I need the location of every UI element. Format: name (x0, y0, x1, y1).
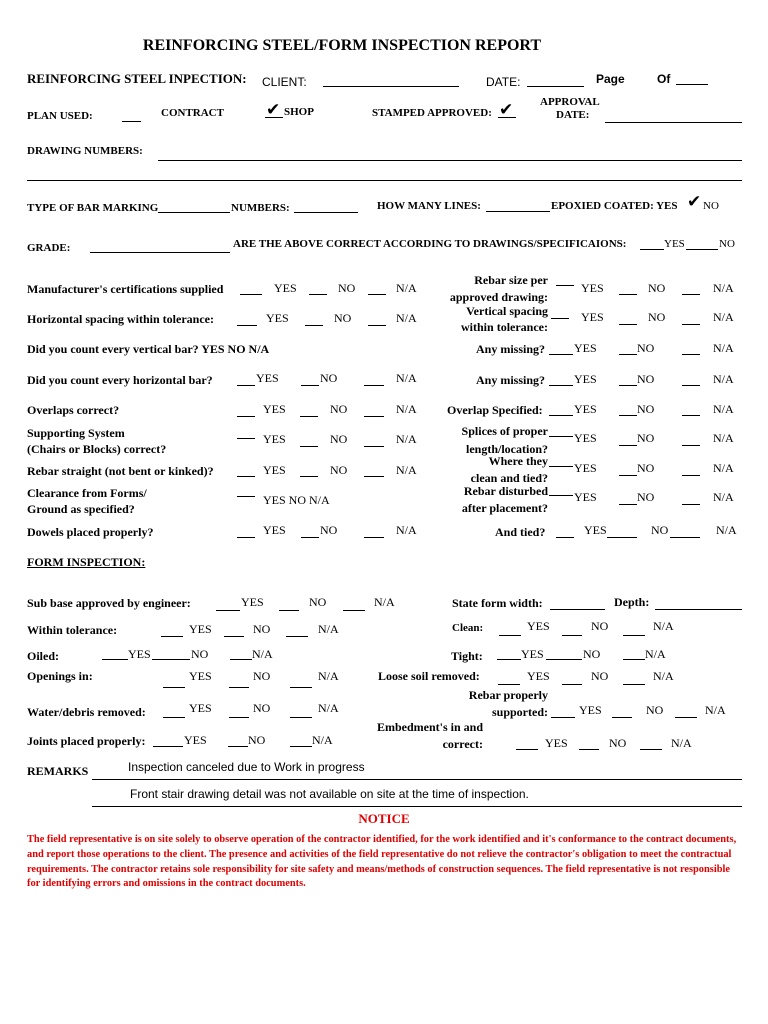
approval-date-label: DATE: (556, 109, 590, 121)
oiled-yes-blank[interactable] (102, 659, 128, 660)
q-count-horizontal-bar: Did you count every horizontal bar? (27, 373, 213, 387)
left-row9-no[interactable]: NO (320, 523, 338, 537)
joints-no[interactable]: NO (248, 733, 266, 747)
tight-label: Tight: (451, 649, 483, 663)
right-row4-yes-blank[interactable] (549, 385, 573, 386)
contract-label: CONTRACT (161, 107, 224, 119)
clean-na[interactable]: N/A (653, 619, 674, 633)
left-row9-na-blank[interactable] (364, 537, 384, 538)
left-row1-no[interactable]: NO (338, 281, 356, 295)
epoxied-no-option[interactable]: NO (703, 200, 719, 212)
joints-yes-blank[interactable] (153, 746, 183, 747)
rebar-supported-yes-blank[interactable] (551, 717, 575, 718)
notice-heading: NOTICE (358, 811, 410, 826)
oiled-no[interactable]: NO (191, 647, 209, 661)
openings-yes-blank[interactable] (163, 687, 185, 688)
left-row6-na[interactable]: N/A (396, 432, 417, 446)
left-row9-na[interactable]: N/A (396, 523, 417, 537)
q-within-tolerance: Within tolerance: (27, 623, 118, 637)
numbers-label: NUMBERS: (231, 202, 290, 214)
right-row2-no-blank[interactable] (619, 324, 637, 325)
openings-yes[interactable]: YES (189, 669, 212, 683)
right-row6-yes-blank[interactable] (549, 436, 573, 437)
clean-na-blank[interactable] (623, 635, 645, 636)
remarks-underline-1 (92, 779, 742, 780)
right-row5-no-blank[interactable] (619, 415, 637, 416)
right-row9-na[interactable]: N/A (716, 523, 737, 537)
form-inspection-heading: FORM INSPECTION: (27, 555, 146, 569)
q-splices-line2: length/location? (465, 442, 548, 456)
water-na-blank[interactable] (290, 717, 312, 718)
right-row5-yes-blank[interactable] (549, 415, 573, 416)
q-manufacturer-certifications: Manufacturer's certifications supplied (27, 282, 224, 296)
rebar-supported-yes[interactable]: YES (579, 703, 602, 717)
correct-yes-option[interactable]: YES (664, 238, 685, 250)
right-row9-yes-blank[interactable] (556, 537, 574, 538)
form-row1-yes[interactable]: YES (241, 595, 264, 609)
rebar-supported-no[interactable]: NO (646, 703, 664, 717)
q-horizontal-spacing: Horizontal spacing within tolerance: (27, 312, 214, 326)
approval-label: APPROVAL (540, 96, 600, 108)
left-row1-na-blank[interactable] (368, 294, 386, 295)
q-clean-tied-line2: clean and tied? (470, 471, 548, 485)
q-splices-line1: Splices of proper (461, 424, 548, 438)
right-row1-no[interactable]: NO (648, 281, 666, 295)
form-row2-yes-blank[interactable] (161, 636, 183, 637)
correct-question: ARE THE ABOVE CORRECT ACCORDING TO DRAWINGS/SPECIFICAIONS: (233, 238, 627, 250)
embedment-yes[interactable]: YES (545, 736, 568, 750)
left-row6-yes-blank[interactable] (237, 438, 255, 439)
right-row4-yes[interactable]: YES (574, 372, 597, 386)
grade-label: GRADE: (27, 242, 71, 254)
left-row5-yes-blank[interactable] (237, 416, 255, 417)
right-row6-yes[interactable]: YES (574, 431, 597, 445)
left-row5-na-blank[interactable] (364, 416, 384, 417)
water-yes[interactable]: YES (189, 701, 212, 715)
left-row1-yes[interactable]: YES (274, 281, 297, 295)
water-no[interactable]: NO (253, 701, 271, 715)
openings-no-blank[interactable] (229, 687, 249, 688)
right-row6-no-blank[interactable] (619, 445, 637, 446)
right-row3-no[interactable]: NO (637, 341, 655, 355)
openings-na[interactable]: N/A (318, 669, 339, 683)
right-row9-yes[interactable]: YES (584, 523, 607, 537)
bar-marking-field[interactable] (158, 212, 230, 213)
right-row5-na[interactable]: N/A (713, 402, 734, 416)
left-row2-yes[interactable]: YES (266, 311, 289, 325)
water-na[interactable]: N/A (318, 701, 339, 715)
left-row6-no-blank[interactable] (300, 446, 318, 447)
divider (27, 180, 742, 181)
left-row7-yes-blank[interactable] (237, 476, 255, 477)
q-count-vertical-bar: Did you count every vertical bar? YES NO N/A (27, 342, 270, 356)
correct-no-blank[interactable] (686, 249, 718, 250)
right-row8-yes[interactable]: YES (574, 490, 597, 504)
date-label: DATE: (486, 75, 521, 89)
right-row2-na[interactable]: N/A (713, 310, 734, 324)
left-row5-no-blank[interactable] (300, 416, 318, 417)
q-sub-base-approved: Sub base approved by engineer: (27, 596, 191, 610)
right-row3-no-blank[interactable] (619, 354, 637, 355)
right-row5-no[interactable]: NO (637, 402, 655, 416)
form-row2-na-blank[interactable] (286, 636, 308, 637)
loose-soil-label: Loose soil removed: (378, 669, 480, 683)
clean-yes-blank[interactable] (499, 635, 521, 636)
left-row4-no-blank[interactable] (301, 385, 319, 386)
right-row5-yes[interactable]: YES (574, 402, 597, 416)
rebar-supported-na-blank[interactable] (675, 717, 697, 718)
right-row7-na-blank[interactable] (682, 475, 700, 476)
openings-no[interactable]: NO (253, 669, 271, 683)
depth-field[interactable] (655, 609, 742, 610)
right-row3-yes-blank[interactable] (549, 354, 573, 355)
left-row2-no[interactable]: NO (334, 311, 352, 325)
q-dowels-placed: Dowels placed properly? (27, 525, 154, 539)
right-row2-na-blank[interactable] (682, 324, 700, 325)
plan-used-field[interactable] (122, 121, 141, 122)
right-row3-na[interactable]: N/A (713, 341, 734, 355)
left-row4-na-blank[interactable] (364, 385, 384, 386)
left-row2-yes-blank[interactable] (237, 325, 257, 326)
left-row6-na-blank[interactable] (364, 446, 384, 447)
left-row7-yes[interactable]: YES (263, 463, 286, 477)
right-row7-yes-blank[interactable] (549, 466, 573, 467)
left-row7-no-blank[interactable] (300, 476, 318, 477)
tight-na[interactable]: N/A (645, 647, 666, 661)
left-row4-yes[interactable]: YES (256, 371, 279, 385)
right-row8-no[interactable]: NO (637, 490, 655, 504)
oiled-na[interactable]: N/A (252, 647, 273, 661)
left-row1-no-blank[interactable] (309, 294, 327, 295)
right-row1-na[interactable]: N/A (713, 281, 734, 295)
rebar-supported-na[interactable]: N/A (705, 703, 726, 717)
right-row9-yes-after-blank[interactable] (607, 537, 637, 538)
q-any-missing-vertical: Any missing? (476, 342, 546, 356)
right-row6-na-blank[interactable] (682, 445, 700, 446)
left-row2-no-blank[interactable] (305, 325, 323, 326)
right-row1-yes-blank[interactable] (556, 285, 574, 286)
q-rebar-straight: Rebar straight (not bent or kinked)? (27, 464, 214, 478)
page-count-field[interactable] (676, 84, 708, 85)
right-row8-na[interactable]: N/A (713, 490, 734, 504)
q-rebar-size-line2: approved drawing: (449, 290, 548, 304)
right-row4-no[interactable]: NO (637, 372, 655, 386)
remarks-label: REMARKS (27, 764, 89, 778)
openings-na-blank[interactable] (290, 687, 312, 688)
right-row2-yes[interactable]: YES (581, 310, 604, 324)
rebar-supported-line1: Rebar properly (468, 688, 548, 702)
right-row1-no-blank[interactable] (619, 294, 637, 295)
page-title: REINFORCING STEEL/FORM INSPECTION REPORT (142, 37, 542, 54)
left-row1-yes-blank[interactable] (240, 294, 262, 295)
form-row2-no[interactable]: NO (253, 622, 271, 636)
q-rebar-size-line1: Rebar size per (474, 273, 548, 287)
q-and-tied: And tied? (495, 525, 546, 539)
left-row5-na[interactable]: N/A (396, 402, 417, 416)
right-row8-na-blank[interactable] (682, 504, 700, 505)
how-many-lines-label: HOW MANY LINES: (377, 200, 481, 212)
right-row9-no-after-blank[interactable] (670, 537, 700, 538)
form-row1-no-blank[interactable] (279, 610, 299, 611)
right-row8-yes-blank[interactable] (549, 495, 573, 496)
loose-soil-no[interactable]: NO (591, 669, 609, 683)
drawing-numbers-label: DRAWING NUMBERS: (27, 145, 143, 157)
right-row4-na-blank[interactable] (682, 385, 700, 386)
left-row5-no[interactable]: NO (330, 402, 348, 416)
form-row2-na[interactable]: N/A (318, 622, 339, 636)
form-row1-na-blank[interactable] (343, 610, 365, 611)
drawing-numbers-field[interactable] (158, 160, 742, 161)
stamped-approved-label: STAMPED APPROVED: (372, 107, 492, 119)
depth-label: Depth: (614, 595, 650, 609)
left-row8-blank[interactable] (237, 496, 255, 497)
right-row3-yes[interactable]: YES (574, 341, 597, 355)
numbers-field[interactable] (294, 212, 358, 213)
joints-na[interactable]: N/A (312, 733, 333, 747)
embedment-no-blank[interactable] (579, 749, 599, 750)
oiled-na-blank[interactable] (230, 659, 252, 660)
notice-text: The field representative is on site solely to observe operation of the contractor identified, for the work identified and it's conformance to the contract documents, and report those operations to the client. The presence and activities of the field representative do not relieve the contractor's obligation to meet the contractual requirements. The contractor retains sole responsibility for site safety and means/methods of construction sequences. The field representative is not responsible for identifying errors and omissions in the contract documents. (27, 834, 737, 890)
shop-label: SHOP (284, 106, 314, 118)
correct-yes-blank[interactable] (640, 249, 664, 250)
embedment-na-blank[interactable] (640, 749, 662, 750)
of-label: Of (657, 72, 671, 86)
q-rebar-disturbed-line1: Rebar disturbed (463, 484, 548, 498)
loose-soil-no-blank[interactable] (562, 684, 582, 685)
bar-marking-label: TYPE OF BAR MARKING (27, 202, 159, 214)
right-row1-yes[interactable]: YES (581, 281, 604, 295)
q-clean-tied-line1: Where they (488, 454, 548, 468)
embedment-no[interactable]: NO (609, 736, 627, 750)
date-field[interactable] (527, 86, 584, 87)
clean-no-blank[interactable] (562, 635, 582, 636)
q-supporting-system-line2: (Chairs or Blocks) correct? (27, 442, 167, 456)
q-rebar-disturbed-line2: after placement? (461, 501, 548, 515)
left-row4-yes-blank[interactable] (237, 385, 255, 386)
right-row1-na-blank[interactable] (682, 294, 700, 295)
right-row9-no[interactable]: NO (651, 523, 669, 537)
right-row2-yes-blank[interactable] (551, 318, 569, 319)
q-any-missing-horizontal: Any missing? (476, 373, 546, 387)
page-label: Page (596, 72, 625, 86)
client-label: CLIENT: (262, 75, 307, 89)
right-row4-no-blank[interactable] (619, 385, 637, 386)
q-joints-placed: Joints placed properly: (27, 734, 146, 748)
client-field[interactable] (323, 86, 459, 87)
right-row7-yes[interactable]: YES (574, 461, 597, 475)
q-overlap-specified: Overlap Specified: (447, 403, 543, 417)
left-row2-na-blank[interactable] (368, 325, 386, 326)
rebar-supported-no-blank[interactable] (612, 717, 632, 718)
left-row8-yes-no-na[interactable]: YES NO N/A (263, 493, 330, 507)
left-row9-yes-blank[interactable] (237, 537, 255, 538)
right-row6-na[interactable]: N/A (713, 431, 734, 445)
loose-soil-yes[interactable]: YES (527, 669, 550, 683)
left-row6-yes[interactable]: YES (263, 432, 286, 446)
form-row2-no-blank[interactable] (224, 636, 244, 637)
q-clearance-line2: Ground as specified? (27, 502, 135, 516)
clean-yes[interactable]: YES (527, 619, 550, 633)
joints-no-blank[interactable] (228, 746, 248, 747)
right-row5-na-blank[interactable] (682, 415, 700, 416)
rebar-supported-line2: supported: (491, 705, 548, 719)
right-row7-no[interactable]: NO (637, 461, 655, 475)
loose-soil-yes-blank[interactable] (498, 684, 520, 685)
joints-na-blank[interactable] (290, 746, 312, 747)
tight-yes[interactable]: YES (521, 647, 544, 661)
form-row2-yes[interactable]: YES (189, 622, 212, 636)
form-row1-na[interactable]: N/A (374, 595, 395, 609)
correct-no-option[interactable]: NO (719, 238, 735, 250)
tight-no-blank[interactable] (546, 659, 582, 660)
tight-na-blank[interactable] (623, 659, 645, 660)
oiled-no-blank[interactable] (152, 659, 190, 660)
form-row1-no[interactable]: NO (309, 595, 327, 609)
stamped-check-mark: ✔ (499, 100, 514, 120)
left-row6-no[interactable]: NO (330, 432, 348, 446)
oiled-yes[interactable]: YES (128, 647, 151, 661)
q-vertical-spacing-line1: Vertical spacing (466, 304, 548, 318)
how-many-lines-field[interactable] (486, 211, 550, 212)
q-oiled: Oiled: (27, 649, 59, 663)
embedment-na[interactable]: N/A (671, 736, 692, 750)
left-row7-na[interactable]: N/A (396, 463, 417, 477)
right-row7-na[interactable]: N/A (713, 461, 734, 475)
remarks-line-2[interactable]: Front stair drawing detail was not available on site at the time of inspection. (130, 787, 529, 801)
embedment-line1: Embedment's in and (376, 720, 483, 734)
right-row3-na-blank[interactable] (682, 354, 700, 355)
left-row7-no[interactable]: NO (330, 463, 348, 477)
right-row4-na[interactable]: N/A (713, 372, 734, 386)
remarks-line-1[interactable]: Inspection canceled due to Work in progress (128, 760, 365, 774)
loose-soil-na-blank[interactable] (623, 684, 645, 685)
state-form-width-label: State form width: (452, 596, 543, 610)
left-row2-na[interactable]: N/A (396, 311, 417, 325)
right-row7-no-blank[interactable] (619, 475, 637, 476)
q-clearance-line1: Clearance from Forms/ (27, 486, 147, 500)
q-water-debris-removed: Water/debris removed: (27, 705, 146, 719)
water-no-blank[interactable] (229, 717, 249, 718)
q-vertical-spacing-line2: within tolerance: (461, 320, 548, 334)
remarks-underline-2 (92, 806, 742, 807)
joints-yes[interactable]: YES (184, 733, 207, 747)
right-row2-no[interactable]: NO (648, 310, 666, 324)
right-row6-no[interactable]: NO (637, 431, 655, 445)
left-row4-na[interactable]: N/A (396, 371, 417, 385)
approval-date-field[interactable] (605, 122, 742, 123)
q-supporting-system-line1: Supporting System (27, 426, 125, 440)
reinforcing-section-label: REINFORCING STEEL INPECTION: (27, 71, 247, 86)
right-row8-no-blank[interactable] (619, 504, 637, 505)
form-row1-yes-blank[interactable] (216, 610, 240, 611)
clean-no[interactable]: NO (591, 619, 609, 633)
embedment-yes-blank[interactable] (516, 749, 538, 750)
q-openings-in: Openings in: (27, 669, 93, 683)
left-row7-na-blank[interactable] (364, 476, 384, 477)
loose-soil-na[interactable]: N/A (653, 669, 674, 683)
left-row5-yes[interactable]: YES (263, 402, 286, 416)
shop-check-mark: ✔ (266, 100, 281, 120)
clean-label: Clean: (452, 622, 484, 634)
epoxied-label: EPOXIED COATED: YES (551, 200, 678, 212)
tight-yes-blank[interactable] (497, 659, 521, 660)
left-row9-no-blank[interactable] (301, 537, 319, 538)
plan-used-label: PLAN USED: (27, 110, 93, 122)
state-form-width-field[interactable] (550, 609, 605, 610)
epoxied-yes-check-mark: ✔ (687, 192, 702, 212)
left-row1-na[interactable]: N/A (396, 281, 417, 295)
tight-no[interactable]: NO (583, 647, 601, 661)
water-yes-blank[interactable] (163, 717, 185, 718)
q-overlaps-correct: Overlaps correct? (27, 403, 120, 417)
left-row4-no[interactable]: NO (320, 371, 338, 385)
embedment-line2: correct: (442, 737, 483, 751)
grade-field[interactable] (90, 252, 230, 253)
left-row9-yes[interactable]: YES (263, 523, 286, 537)
